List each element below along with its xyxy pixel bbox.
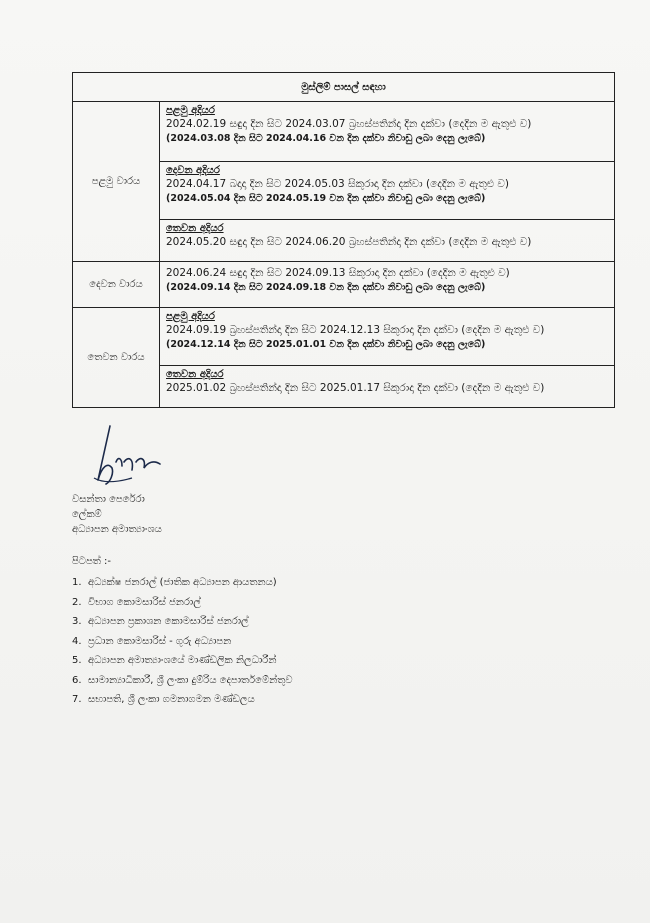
phase-title: තෙවන අදියර [166, 223, 224, 234]
phase-cell [160, 262, 615, 308]
phase-range: 2024.02.19 සඳුදා දින සිට 2024.03.07 බ්‍රහස්පතින්දා දින දක්වා (දෙදින ම ඇතුළු ව) [166, 118, 532, 130]
table-row [73, 308, 615, 366]
table-row [73, 102, 615, 162]
signatory-title: ලේකම් [72, 509, 102, 520]
phase-range: 2024.05.20 සඳුදා දින සිට 2024.06.20 බ්‍රහස්පතින්දා දින දක්වා (දෙදින ම ඇතුළු ව) [166, 236, 532, 248]
phase-title: පළමු අදියර [166, 105, 215, 116]
signatory-name: වසන්තා පෙරේරා [72, 494, 145, 505]
term-label: තෙවන වාරය [73, 308, 160, 408]
term-label: දෙවන වාරය [73, 262, 160, 308]
copies-section [72, 556, 293, 710]
phase-cell [160, 366, 615, 408]
list-item: 1. අධ්‍යක්ෂ ජනරාල් (ජාතික අධ්‍යාපන ආයතනය) [72, 577, 277, 588]
list-item: 7. සභාපති, ශ්‍රී ලංකා ගමනාගමන මණ්ඩලය [72, 694, 255, 705]
phase-title: දෙවන අදියර [166, 165, 220, 176]
list-item: 2. විභාග කොමසාරිස් ජනරාල් [72, 596, 201, 608]
phase-range: 2024.09.19 බ්‍රහස්පතින්දා දින සිට 2024.12.13 සිකුරාදා දින දක්වා (දෙදින ම ඇතුළු ව) [166, 324, 545, 336]
holiday-note: (2024.03.08 දින සිට 2024.04.16 වන දින දක්වා නිවාඩු ලබා දෙනු ලැබේ) [166, 133, 486, 144]
list-item: 4. ප්‍රධාන කොමසාරිස් - ගුරු අධ්‍යාපන [72, 635, 232, 647]
table-header: මුස්ලිම් පාසල් සඳහා [73, 73, 615, 102]
phase-range: 2024.04.17 බදාදා දින සිට 2024.05.03 සිකුරාදා දින දක්වා (දෙදින ම ඇතුළු ව) [166, 178, 510, 190]
phase-title: පළමු අදියර [166, 311, 215, 322]
copies-list [72, 573, 293, 710]
list-item: 5. අධ්‍යාපන අමාත්‍යාංශයේ මාණ්ඩලික නිලධාරීන් [72, 655, 277, 666]
phase-title: තෙවන අදියර [166, 369, 224, 380]
table-header-row [73, 73, 615, 102]
signatory-office: අධ්‍යාපන අමාත්‍යාංශය [72, 524, 162, 535]
school-term-table [72, 72, 615, 408]
phase-cell [160, 102, 615, 162]
holiday-note: (2024.12.14 දින සිට 2025.01.01 වන දින දක්වා නිවාඩු ලබා දෙනු ලැබේ) [166, 339, 486, 350]
holiday-note: (2024.05.04 දින සිට 2024.05.19 වන දින දක්වා නිවාඩු ලබා දෙනු ලැබේ) [166, 193, 486, 204]
signatory-block [72, 492, 162, 537]
handwritten-signature [88, 422, 168, 492]
copies-heading: පිටපත් :- [72, 556, 112, 567]
holiday-note: (2024.09.14 දින සිට 2024.09.18 වන දින දක්වා නිවාඩු ලබා දෙනු ලැබේ) [166, 282, 486, 293]
term-label: පළමු වාරය [73, 102, 160, 262]
list-item: 3. අධ්‍යාපන ප්‍රකාශන කොමසාරිස් ජනරාල් [72, 616, 249, 627]
table-row [73, 262, 615, 308]
list-item: 6. සාමාන්‍යාධිකාරී, ශ්‍රී ලංකා දුම්රිය දෙපාර්තමේන්තුව [72, 674, 293, 686]
phase-range: 2025.01.02 බ්‍රහස්පතින්දා දින සිට 2025.01.17 සිකුරාදා දින දක්වා (දෙදින ම ඇතුළු ව) [166, 382, 545, 394]
phase-cell [160, 162, 615, 220]
phase-cell [160, 220, 615, 262]
phase-cell [160, 308, 615, 366]
phase-range: 2024.06.24 සඳුදා දින සිට 2024.09.13 සිකුරාදා දින දක්වා (දෙදින ම ඇතුළු ව) [166, 267, 510, 279]
